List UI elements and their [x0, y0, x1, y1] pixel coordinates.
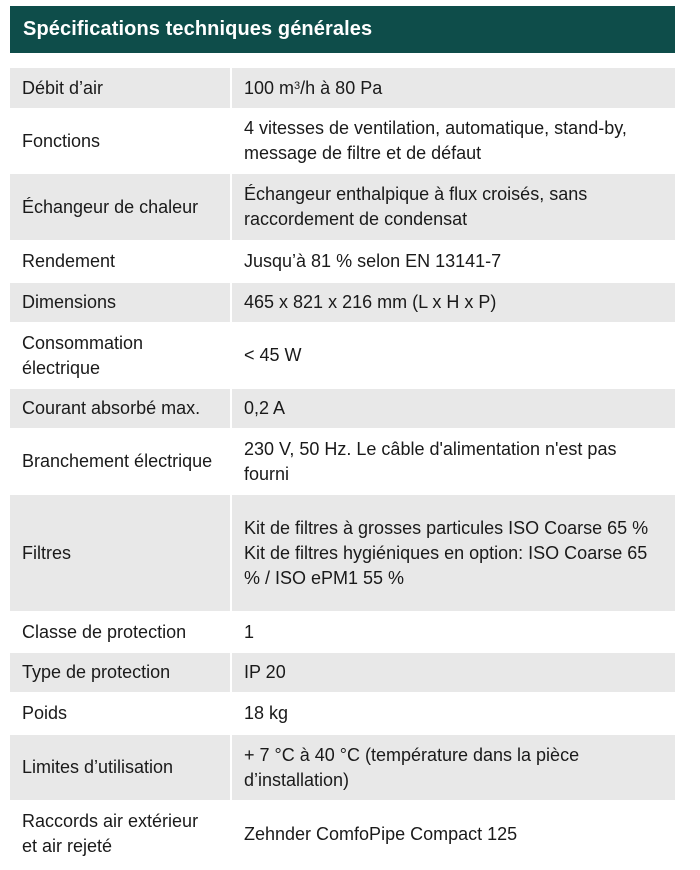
row-value: 0,2 A — [244, 398, 286, 418]
table-row — [10, 430, 675, 495]
row-value: 465 x 821 x 216 mm (L x H x P) — [244, 292, 497, 312]
row-label: Raccords air extérieur et air rejeté — [10, 802, 232, 866]
row-value: 18 kg — [244, 703, 289, 723]
table-row — [10, 653, 675, 694]
row-label: Filtres — [10, 495, 232, 611]
row-value: + 7 °C à 40 °C (température dans la pièce d’installation) — [244, 744, 580, 790]
row-label: Poids — [10, 694, 232, 733]
spec-table — [10, 68, 675, 866]
value-text: /h à 80 Pa — [300, 77, 383, 98]
table-row — [10, 694, 675, 735]
value-text: 100 m — [244, 77, 295, 98]
row-label: Consommation électrique — [10, 324, 232, 387]
row-label: Classe de protection — [10, 613, 232, 651]
table-row — [10, 174, 675, 242]
row-value: 4 vitesses de ventilation, automatique, stand-by, message de filtre et de défaut — [244, 118, 627, 163]
spec-sheet — [10, 6, 675, 866]
row-value — [232, 68, 675, 108]
row-value: Échangeur enthalpique à flux croisés, sans raccordement de condensat — [244, 184, 588, 229]
value-line: Kit de filtres hygiéniques en option: ISO Coarse 65 % / ISO ePM1 55 % — [244, 542, 648, 588]
table-row — [10, 802, 675, 866]
table-row — [10, 389, 675, 430]
page-title: Spécifications techniques générales — [10, 6, 675, 53]
row-label: Branchement électrique — [10, 430, 232, 493]
value-line: Kit de filtres à grosses particules ISO Coarse 65 % — [244, 517, 649, 538]
row-value: Jusqu’à 81 % selon EN 13141-7 — [244, 251, 502, 271]
row-value — [232, 495, 675, 611]
table-row — [10, 283, 675, 324]
row-label: Débit d’air — [10, 68, 232, 108]
table-row — [10, 110, 675, 174]
row-value: Zehnder ComfoPipe Compact 125 — [244, 823, 518, 844]
row-value: < 45 W — [244, 345, 302, 365]
row-label: Limites d’utilisation — [10, 735, 232, 800]
row-label: Échangeur de chaleur — [10, 174, 232, 240]
row-label: Courant absorbé max. — [10, 389, 232, 428]
table-row — [10, 613, 675, 653]
row-label: Fonctions — [10, 110, 232, 172]
row-label: Dimensions — [10, 283, 232, 322]
row-value: IP 20 — [244, 662, 286, 682]
table-row — [10, 68, 675, 110]
row-label: Type de protection — [10, 653, 232, 692]
table-row — [10, 242, 675, 283]
row-value: 230 V, 50 Hz. Le câble d'alimentation n'est pas fourni — [244, 438, 617, 484]
table-row — [10, 735, 675, 802]
row-value: 1 — [244, 621, 255, 642]
row-label: Rendement — [10, 242, 232, 281]
value-superscript: 3 — [294, 79, 301, 92]
table-row — [10, 324, 675, 389]
table-row — [10, 495, 675, 613]
